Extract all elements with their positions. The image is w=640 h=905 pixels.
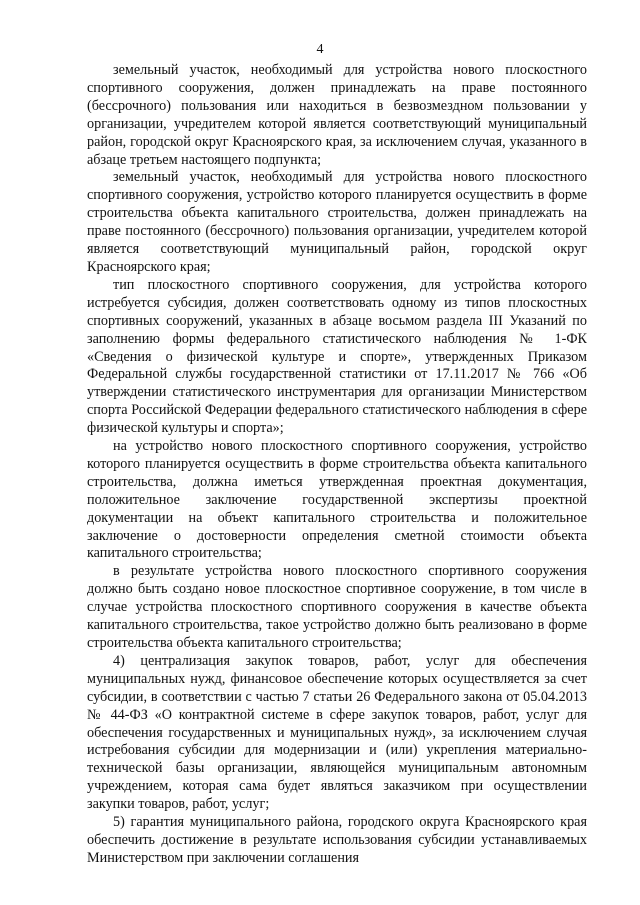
paragraph-item-4-procurement: 4) централизация закупок товаров, работ, услуг для обеспечения муниципальных нужд, финансовое обеспечение которых осуществляется за счет субсидии, в соответствии с частью 7 статьи 26 Федерального закона от 05.04.2013 № 44-ФЗ «О контрактной системе в сфере закупок товаров, работ, услуг для обеспечения государственных и муниципальных нужд», за исключением случая истребования субсидии для модернизации и (или) укрепления материально-технической базы организации, являющейся муниципальным автономным учреждением, которая сама будет являться заказчиком при осуществлении закупки товаров, работ, услуг; bbox=[87, 652, 587, 813]
body-text bbox=[87, 62, 587, 868]
paragraph-facility-type: тип плоскостного спортивного сооружения, для устройства которого истребуется субсидия, должен соответствовать одному из типов плоскостных спортивных сооружений, указанных в абзаце восьмом раздела III Указаний по заполнению формы федерального статистического наблюдения № 1-ФК «Сведения о физической культуре и спорте», утвержденных Приказом Федеральной службы государственной статистики от 17.11.2017 № 766 «Об утверждении статистического инструментария для организации Министерством спорта Российской Федерации федерального статистического наблюдения в сфере физической культуры и спорта»; bbox=[87, 276, 587, 437]
paragraph-project-documentation: на устройство нового плоскостного спортивного сооружения, устройство которого планируется осуществить в форме строительства объекта капитального строительства, должна иметься утвержденная проектная документация, положительное заключение государственной экспертизы проектной документации на объект капитального строительства и положительное заключение о достоверности определения сметной стоимости объекта капитального строительства; bbox=[87, 438, 587, 562]
paragraph-item-5-guarantee: 5) гарантия муниципального района, городского округа Красноярского края обеспечить достижение в результате использования субсидии устанавливаемых Министерством при заключении соглашения bbox=[87, 814, 587, 866]
page-number: 4 bbox=[316, 42, 324, 57]
paragraph-land-plot-ownership: земельный участок, необходимый для устройства нового плоскостного спортивного сооружения, должен принадлежать на праве постоянного (бессрочного) пользования или находиться в безвозмездном пользовании у организации, учредителем которой является соответствующий муниципальный район, городской округ Красноярского края, за исключением случая, указанного в абзаце третьем настоящего подпункта; bbox=[87, 62, 587, 168]
paragraph-land-plot-capital-construction: земельный участок, необходимый для устройства нового плоскостного спортивного сооружения, устройство которого планируется осуществить в форме строительства объекта капитального строительства, должен принадлежать на праве постоянного (бессрочного) пользования организации, учредителем которой является соответствующий муниципальный район, городской округ Красноярского края; bbox=[87, 169, 587, 275]
paragraph-new-facility-result: в результате устройства нового плоскостного спортивного сооружения должно быть создано новое плоскостное спортивное сооружение, в том числе в случае устройства плоскостного спортивного сооружения в качестве объекта капитального строительства, такое устройство должно быть реализовано в форме строительства объекта капитального строительства; bbox=[87, 563, 587, 651]
